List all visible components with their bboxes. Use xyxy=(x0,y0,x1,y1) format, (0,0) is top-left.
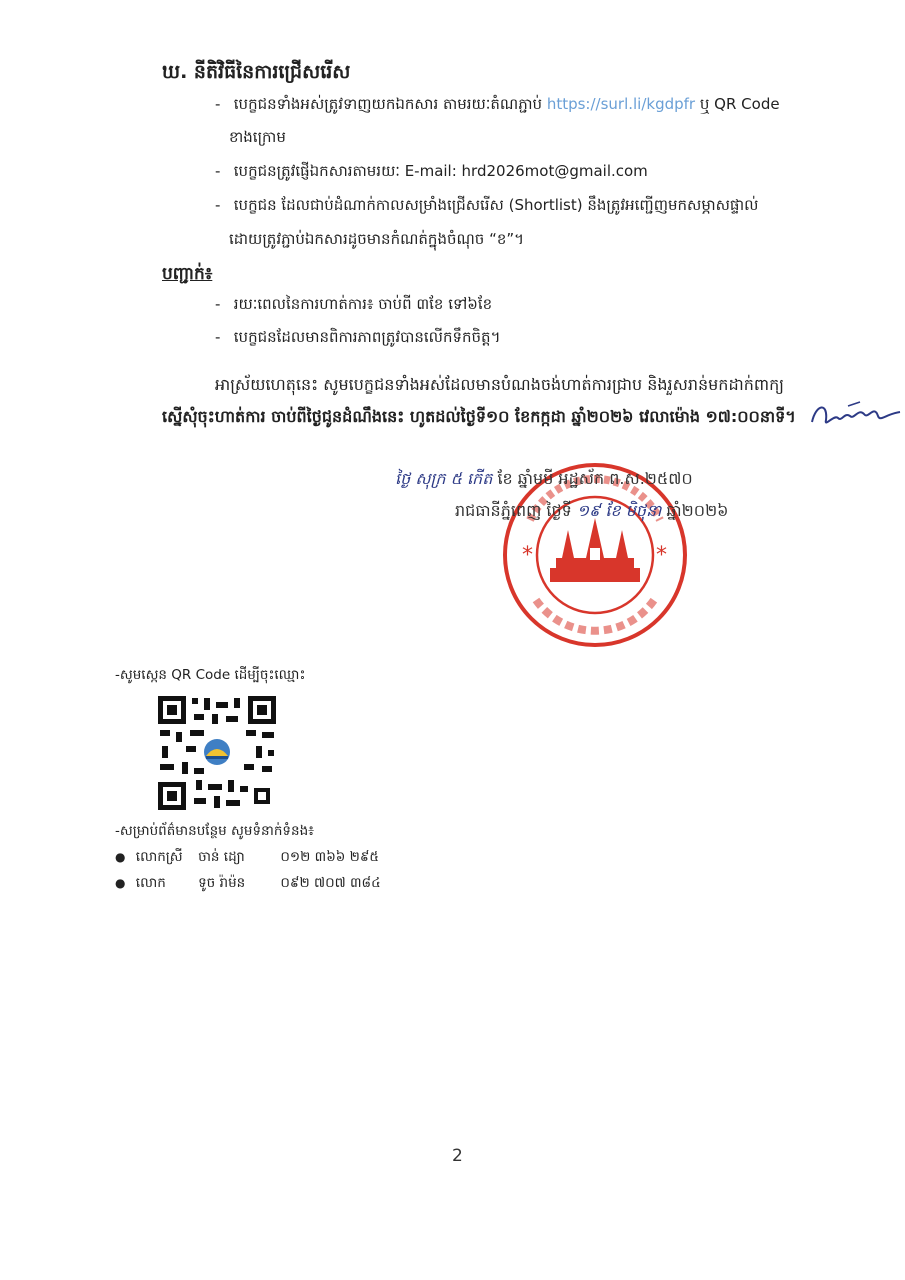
note-item-1 xyxy=(215,295,492,317)
procedure-item-3-text: បេក្ខជន ដែលជាប់ដំណាក់កាលសម្រាំងជ្រើសរើស (Shortlist) នឹងត្រូវអញ្ជើញមកសម្ភាសផ្ទាល់ xyxy=(233,196,759,214)
procedure-item-1-text: បេក្ខជនទាំងអស់ត្រូវទាញយកឯកសារ តាមរយៈតំណភ្ជាប់ xyxy=(233,95,543,113)
scan-note: -សូមស្កេន QR Code ដើម្បីចុះឈ្មោះ xyxy=(115,667,306,683)
angkor-temple-icon xyxy=(550,518,640,582)
contact-title-honorific: លោក xyxy=(135,875,166,891)
contact-phone: ០១២ ៣៦៦ ២៩៥ xyxy=(280,849,379,865)
solar-date-line xyxy=(455,500,729,524)
procedure-item-3-continued: ដោយត្រូវភ្ជាប់ឯកសារដូចមានកំណត់ក្នុងចំណុច “ខ”។ xyxy=(229,230,525,248)
contact-name: ចាន់ ដ្យោ xyxy=(198,849,245,865)
dash-marker: - xyxy=(215,196,221,214)
closing-line-2: ស្នើសុំចុះហាត់ការ ចាប់ពីថ្ងៃជូនដំណឹងនេះ ហូតដល់ថ្ងៃទី១០ ខែកក្កដា ឆ្នាំ២០២៦ វេលាម៉ោង ១៧:០០នាទី។ xyxy=(162,407,796,426)
lunar-date-tail: ឆ្នាំមមី អដ្ឋស័ក ព.ស.២៥៧០ xyxy=(517,469,693,488)
dash-marker: - xyxy=(215,95,221,113)
contact-title-honorific: លោកស្រី xyxy=(135,849,183,865)
contact-title: -សម្រាប់ព័ត៌មានបន្ថែម សូមទំនាក់ទំនង៖ xyxy=(115,823,315,839)
procedure-item-1-continued: ខាងក្រោម xyxy=(229,128,286,146)
dash-marker: - xyxy=(215,328,221,346)
lunar-date-printed: ខែ xyxy=(497,469,513,488)
dash-marker: - xyxy=(215,162,221,180)
contact-row xyxy=(115,874,381,894)
procedure-item-2 xyxy=(215,162,648,184)
procedure-item-1 xyxy=(215,95,780,117)
lunar-date-handwritten: ថ្ងៃ សុក្រ ៥ កើត xyxy=(395,469,493,488)
note-item-2-text: បេក្ខជនដែលមានពិការភាពត្រូវបានលើកទឹកចិត្ត។ xyxy=(233,328,501,346)
registration-qr-code[interactable] xyxy=(156,694,278,812)
contact-row xyxy=(115,848,379,868)
procedure-item-1-tail: ឬ QR Code xyxy=(699,95,780,113)
section-heading: ឃ. នីតិវិធីនៃការជ្រើសរើស xyxy=(162,61,351,83)
solar-date-tail: ឆ្នាំ២០២៦ xyxy=(666,501,729,520)
lunar-date-line xyxy=(395,468,693,492)
page-number: 2 xyxy=(452,1146,463,1166)
contact-phone: ០៩២ ៧០៧ ៣៨៤ xyxy=(280,875,381,891)
svg-text:*: * xyxy=(656,543,667,568)
solar-date-handwritten: ១៩ ខែ មិថុនា xyxy=(576,501,662,520)
registration-link[interactable]: https://surl.li/kgdpfr xyxy=(546,95,696,113)
note-title: បញ្ជាក់៖ xyxy=(162,264,213,284)
procedure-item-2-text: បេក្ខជនត្រូវផ្ញើឯកសារតាមរយៈ E-mail: hrd2026mot@gmail.com xyxy=(233,162,648,180)
contact-name: ទូច រ៉ាម៉ន xyxy=(198,875,246,891)
note-item-1-text: រយៈពេលនៃការហាត់ការ៖ ចាប់ពី ៣ខែ ទៅ៦ខែ xyxy=(233,295,493,313)
bullet-icon: ● xyxy=(115,850,126,864)
initial-signature xyxy=(808,394,903,434)
procedure-item-3 xyxy=(215,196,758,218)
dash-marker: - xyxy=(215,295,221,313)
note-item-2 xyxy=(215,328,500,350)
bullet-icon: ● xyxy=(115,876,126,890)
closing-line-1: អាស្រ័យហេតុនេះ សូមបេក្ខជនទាំងអស់ដែលមានបំណងចង់ហាត់ការជ្រាប និងរួសរាន់មកដាក់ពាក្យ xyxy=(215,375,784,394)
solar-date-printed: រាជធានីភ្នំពេញ ថ្ងៃទី xyxy=(455,501,572,520)
svg-text:*: * xyxy=(522,543,533,568)
